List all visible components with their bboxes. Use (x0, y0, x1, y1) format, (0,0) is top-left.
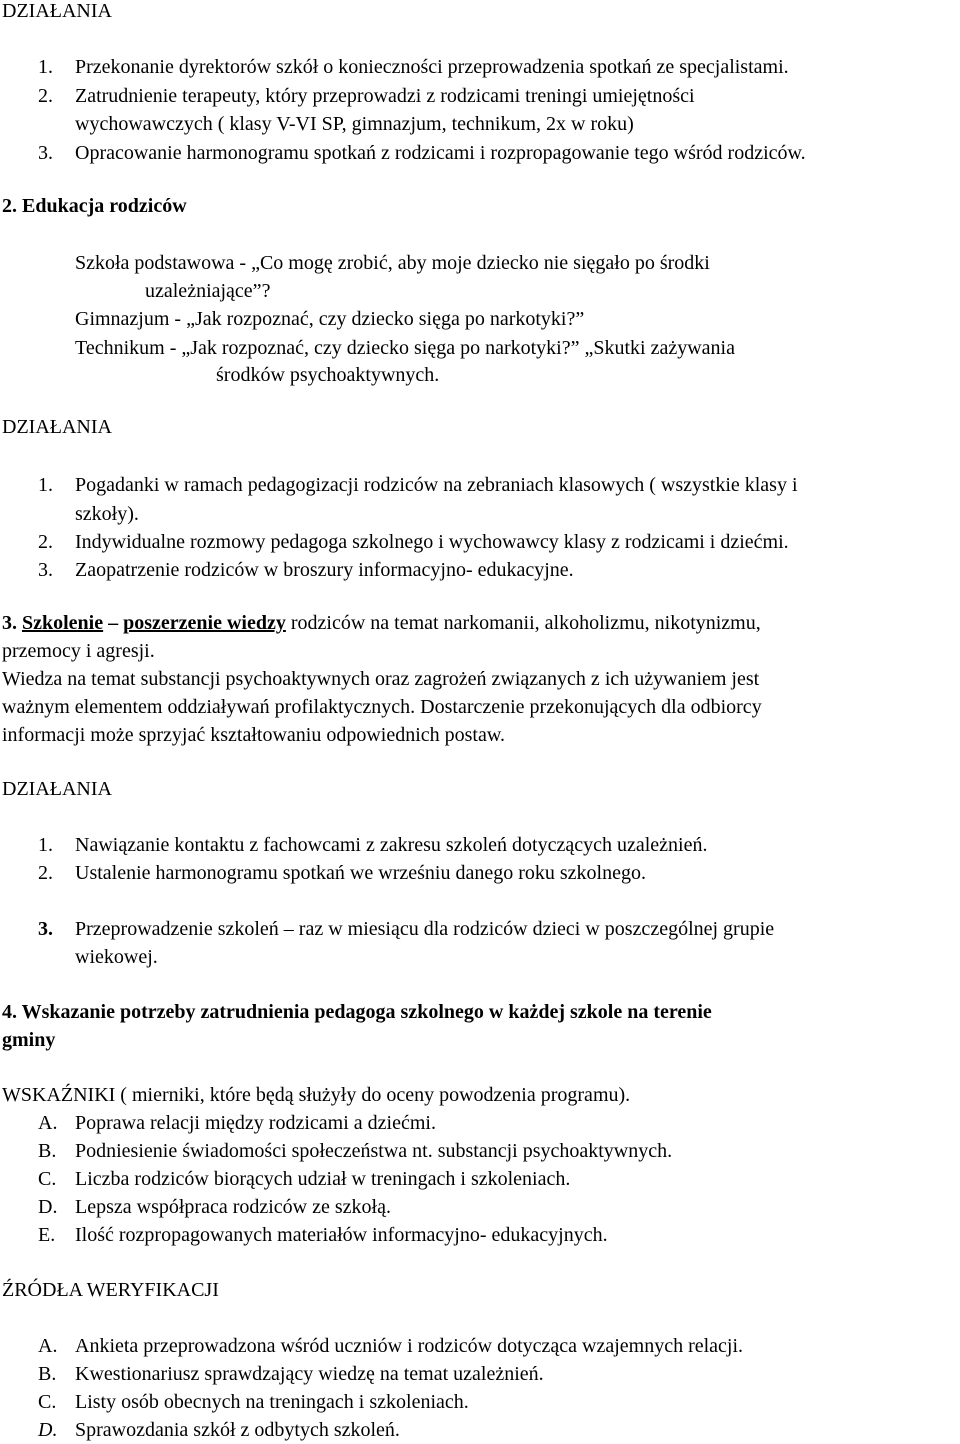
list-letter: C. (38, 1168, 57, 1190)
list-letter: B. (38, 1140, 57, 1162)
list-item-text: Zatrudnienie terapeuty, który przeprowadzi z rodzicami treningi umiejętności (75, 85, 695, 107)
list-item-text: Podniesienie świadomości społeczeństwa nt. substancji psychoaktywnych. (75, 1140, 673, 1162)
list-item-text: Sprawozdania szkół z odbytych szkoleń. (75, 1419, 400, 1441)
list-item-text: szkoły). (75, 503, 139, 525)
list-item-text: Indywidualne rozmowy pedagoga szkolnego i wychowawcy klasy z rodzicami i dziećmi. (75, 531, 789, 553)
topic-text: uzależniające”? (145, 280, 271, 302)
list-letter: C. (38, 1391, 57, 1413)
section-number: 4. (2, 1001, 17, 1023)
indicators-heading: WSKAŹNIKI ( mierniki, które będą służyły do oceny powodzenia programu). (2, 1084, 631, 1106)
list-number: 2. (38, 862, 53, 884)
list-item-text: Lepsza współpraca rodziców ze szkołą. (75, 1196, 391, 1218)
list-item-text: Kwestionariusz sprawdzający wiedzę na temat uzależnień. (75, 1363, 544, 1385)
list-letter: D. (38, 1419, 58, 1441)
list-item-text: wychowawczych ( klasy V-VI SP, gimnazjum, technikum, 2x w roku) (75, 113, 634, 135)
list-item-text: Ankieta przeprowadzona wśród uczniów i rodziców dotycząca wzajemnych relacji. (75, 1335, 744, 1357)
list-number: 1. (38, 834, 53, 856)
list-number: 1. (38, 56, 53, 78)
list-number: 3. (38, 559, 53, 581)
list-item-text: Poprawa relacji między rodzicami a dziećmi. (75, 1112, 436, 1134)
heading-text: Wskazanie potrzeby zatrudnienia pedagoga szkolnego w każdej szkole na terenie (21, 1001, 712, 1023)
list-item-text: Pogadanki w ramach pedagogizacji rodziców na zebraniach klasowych ( wszystkie klasy i (75, 474, 798, 496)
paragraph-line: informacji może sprzyjać kształtowaniu odpowiednich postaw. (2, 724, 505, 746)
list-number: 1. (38, 474, 53, 496)
list-letter: E. (38, 1224, 56, 1246)
section-heading: 3. Szkolenie – poszerzenie wiedzy rodziców na temat narkomanii, alkoholizmu, nikotynizmu, (2, 612, 761, 634)
list-number: 3. (38, 142, 53, 164)
heading-keyword: poszerzenie wiedzy (123, 612, 286, 634)
list-letter: D. (38, 1196, 58, 1218)
topic-text: Technikum - „Jak rozpoznać, czy dziecko sięga po narkotyki?” „Skutki zażywania (75, 337, 735, 359)
list-item-text: Zaopatrzenie rodziców w broszury informacyjno- edukacyjne. (75, 559, 574, 581)
list-letter: B. (38, 1363, 57, 1385)
list-item-text: Nawiązanie kontaktu z fachowcami z zakresu szkoleń dotyczących uzależnień. (75, 834, 708, 856)
list-number: 2. (38, 85, 53, 107)
list-item-text: Listy osób obecnych na treningach i szkoleniach. (75, 1391, 469, 1413)
paragraph-line: Wiedza na temat substancji psychoaktywnych oraz zagrożeń związanych z ich używaniem jest (2, 668, 760, 690)
heading-text: gminy (2, 1029, 56, 1051)
list-item-text: wiekowej. (75, 946, 158, 968)
section-heading (2, 998, 712, 1026)
list-number: 3. (38, 918, 53, 940)
list-letter: A. (38, 1335, 58, 1357)
section-number: 3. (2, 612, 17, 634)
heading-rest: przemocy i agresji. (2, 640, 155, 662)
actions-heading: DZIAŁANIA (2, 0, 112, 22)
actions-heading: DZIAŁANIA (2, 416, 112, 438)
verification-heading: ŹRÓDŁA WERYFIKACJI (2, 1279, 219, 1301)
list-number: 2. (38, 531, 53, 553)
actions-heading: DZIAŁANIA (2, 778, 112, 800)
heading-keyword: Szkolenie (22, 612, 104, 634)
topic-text: Szkoła podstawowa - „Co mogę zrobić, aby moje dziecko nie sięgało po środki (75, 252, 710, 274)
list-item-text: Przeprowadzenie szkoleń – raz w miesiącu dla rodziców dzieci w poszczególnej grupie (75, 918, 775, 940)
list-letter: A. (38, 1112, 58, 1134)
topic-text: Gimnazjum - „Jak rozpoznać, czy dziecko sięga po narkotyki?” (75, 308, 585, 330)
list-item-text: Liczba rodziców biorących udział w treningach i szkoleniach. (75, 1168, 571, 1190)
paragraph-line: ważnym elementem oddziaływań profilaktycznych. Dostarczenie przekonujących dla odbiorcy (2, 696, 762, 718)
list-item-text: Przekonanie dyrektorów szkół o konieczności przeprowadzenia spotkań ze specjalistami. (75, 56, 789, 78)
list-item-text: Opracowanie harmonogramu spotkań z rodzicami i rozpropagowanie tego wśród rodziców. (75, 142, 806, 164)
list-item-text: Ustalenie harmonogramu spotkań we wrześniu danego roku szkolnego. (75, 862, 646, 884)
topic-text: środków psychoaktywnych. (216, 364, 440, 386)
heading-rest: rodziców na temat narkomanii, alkoholizmu, nikotynizmu, (290, 612, 761, 634)
list-item-text: Ilość rozpropagowanych materiałów informacyjno- edukacyjnych. (75, 1224, 608, 1246)
section-heading: 2. Edukacja rodziców (2, 195, 187, 217)
